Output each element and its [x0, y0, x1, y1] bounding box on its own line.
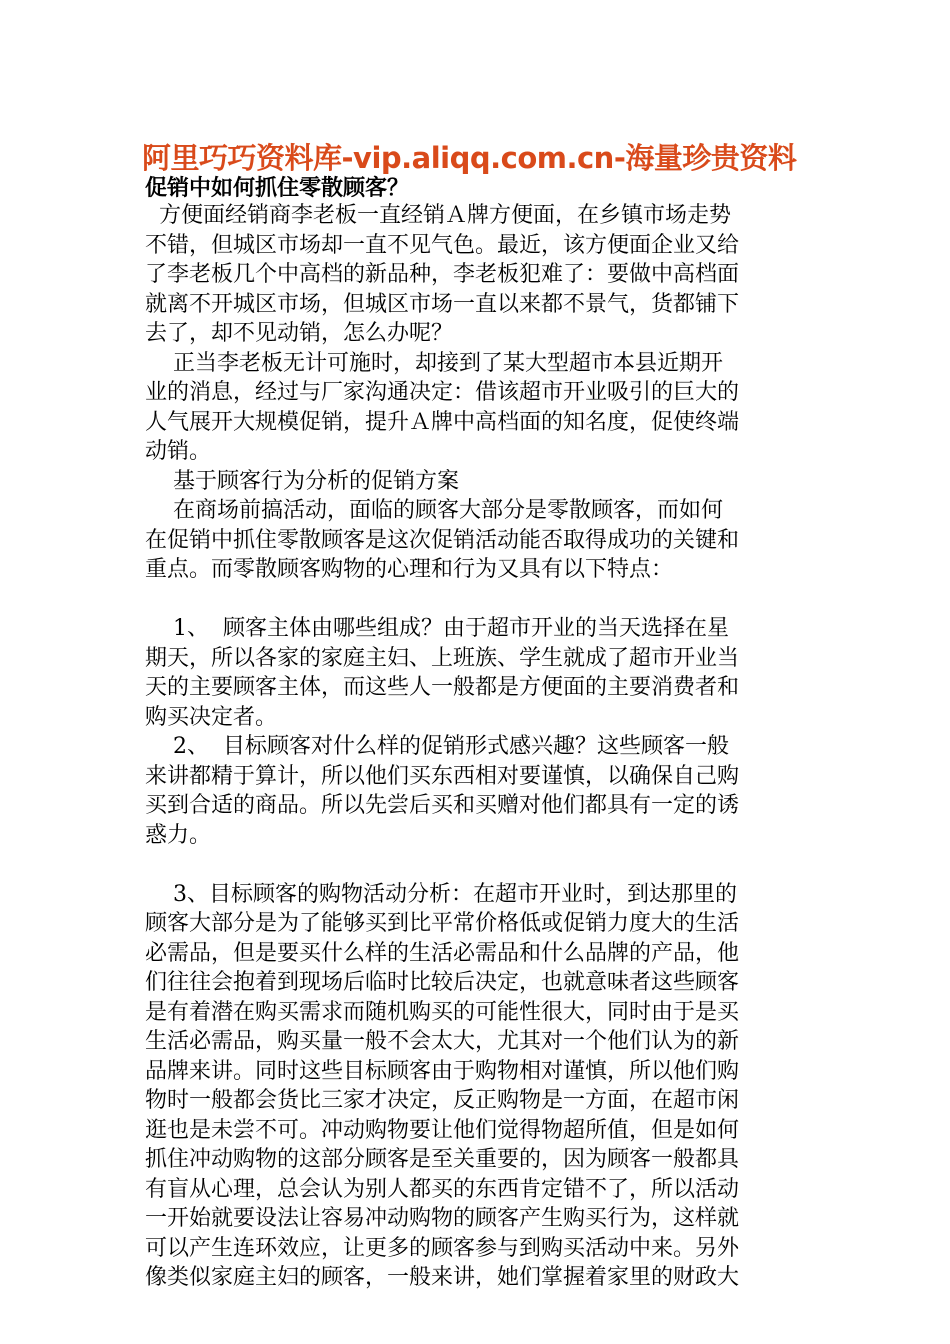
body-line: 期天，所以各家的家庭主妇、上班族、学生就成了超市开业当 [145, 645, 740, 671]
body-line: 在促销中抓住零散顾客是这次促销活动能否取得成功的关键和 [145, 527, 740, 553]
body-line: 有盲从心理，总会认为别人都买的东西肯定错不了，所以活动 [145, 1176, 740, 1202]
body-line: 人气展开大规模促销，提升Ａ牌中高档面的知名度，促使终端 [145, 409, 740, 435]
article-body [145, 201, 810, 1293]
body-line: 们往往会抱着到现场后临时比较后决定，也就意味者这些顾客 [145, 970, 740, 995]
section-heading: 基于顾客行为分析的促销方案 [145, 468, 459, 494]
body-line: 是有着潜在购买需求而随机购买的可能性很大，同时由于是买 [145, 999, 740, 1025]
body-line: 业的消息，经过与厂家沟通决定：借该超市开业吸引的巨大的 [145, 380, 740, 405]
body-line: 重点。而零散顾客购物的心理和行为又具有以下特点： [145, 557, 674, 582]
body-line: 了李老板几个中高档的新品种，李老板犯难了：要做中高档面 [145, 262, 740, 287]
body-line: 购买决定者。 [145, 704, 278, 730]
list-item-2: 2、 目标顾客对什么样的促销形式感兴趣？这些顾客一般 [145, 734, 729, 759]
body-line: 正当李老板无计可施时，却接到了某大型超市本县近期开 [145, 350, 723, 376]
body-line: 买到合适的商品。所以先尝后买和买赠对他们都具有一定的诱 [145, 793, 740, 818]
article-title: 促销中如何抓住零散顾客？ [145, 176, 410, 201]
body-line: 可以产生连环效应，让更多的顾客参与到购买活动中来。另外 [145, 1235, 740, 1261]
body-line: 去了，却不见动销，怎么办呢？ [145, 321, 454, 346]
body-line: 一开始就要设法让容易冲动购物的顾客产生购买行为，这样就 [145, 1206, 740, 1231]
list-item-1: 1、 顾客主体由哪些组成？由于超市开业的当天选择在星 [145, 616, 729, 641]
body-line: 顾客大部分是为了能够买到比平常价格低或促销力度大的生活 [145, 911, 740, 936]
blank-line [145, 850, 810, 880]
body-line: 就离不开城区市场，但城区市场一直以来都不景气，货都铺下 [145, 291, 740, 317]
body-line: 在商场前搞活动，面临的顾客大部分是零散顾客，而如何 [145, 498, 723, 523]
body-line: 物时一般都会货比三家才决定，反正购物是一方面，在超市闲 [145, 1088, 740, 1113]
body-line: 抓住冲动购物的这部分顾客是至关重要的，因为顾客一般都具 [145, 1147, 740, 1172]
list-item-3: 3、目标顾客的购物活动分析：在超市开业时，到达那里的 [145, 881, 737, 907]
body-line: 品牌来讲。同时这些目标顾客由于购物相对谨慎，所以他们购 [145, 1058, 740, 1084]
body-line: 必需品，但是要买什么样的生活必需品和什么品牌的产品，他 [145, 940, 740, 966]
body-line: 方便面经销商李老板一直经销Ａ牌方便面，在乡镇市场走势 [145, 203, 731, 228]
body-line: 天的主要顾客主体，而这些人一般都是方便面的主要消费者和 [145, 675, 740, 700]
body-line: 来讲都精于算计，所以他们买东西相对要谨慎，以确保自己购 [145, 763, 740, 789]
site-banner: 阿里巧巧资料库-vip.aliqq.com.cn-海量珍贵资料 [142, 141, 797, 175]
body-line: 逛也是未尝不可。冲动购物要让他们觉得物超所值，但是如何 [145, 1117, 740, 1143]
body-line: 惑力。 [145, 822, 212, 848]
body-line: 像类似家庭主妇的顾客，一般来讲，她们掌握着家里的财政大 [145, 1265, 740, 1290]
body-line: 生活必需品，购买量一般不会太大，尤其对一个他们认为的新 [145, 1029, 740, 1054]
body-line: 不错，但城区市场却一直不见气色。最近，该方便面企业又给 [145, 232, 740, 258]
blank-line [145, 585, 810, 615]
body-line: 动销。 [145, 439, 212, 464]
